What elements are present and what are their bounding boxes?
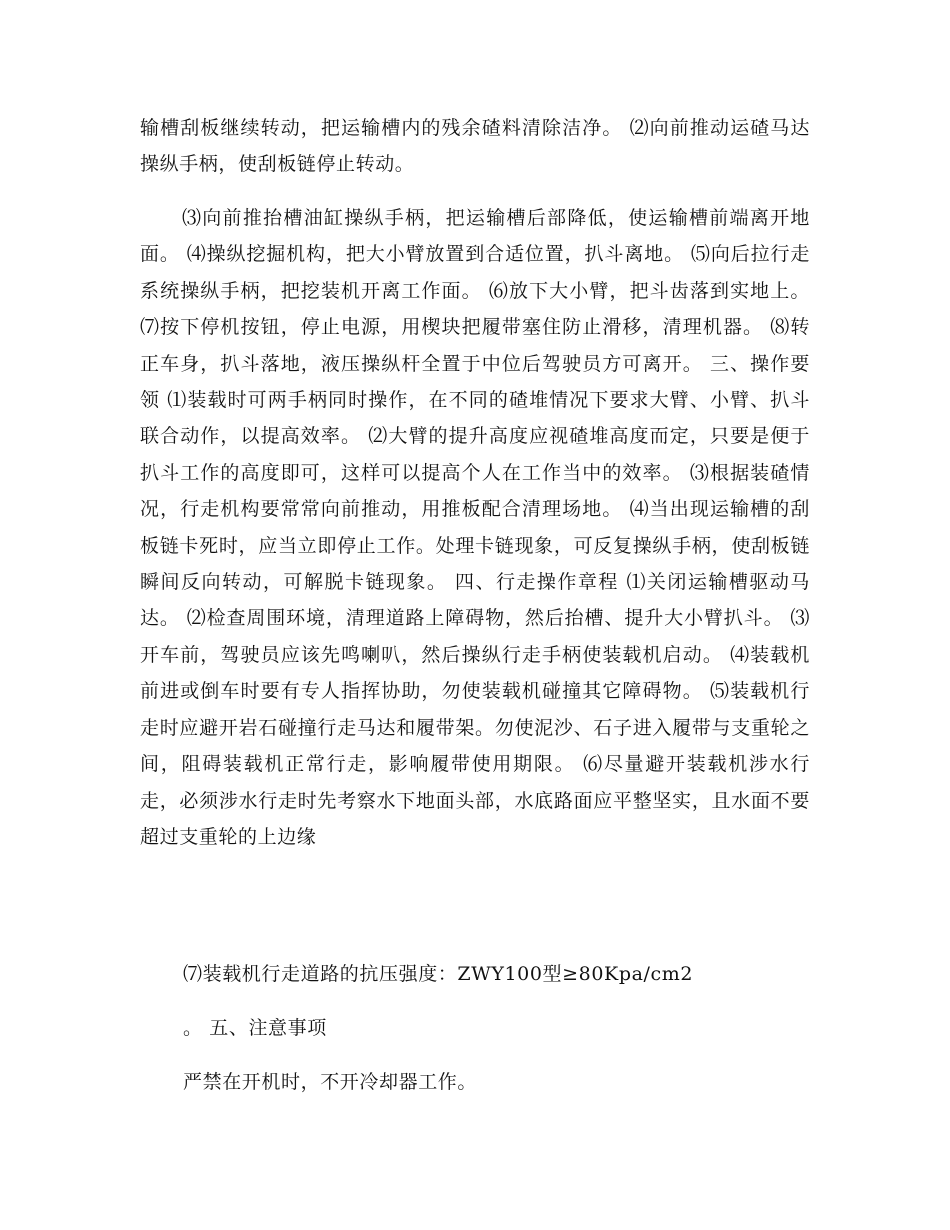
paragraph-1: 输槽刮板继续转动，把运输槽内的残余碴料清除洁净。 ⑵向前推动运碴马达操纵手柄，使刮板链停止转动。 — [140, 117, 810, 176]
paragraph-4: 。 五、注意事项 — [183, 1017, 327, 1039]
paragraph-3: ⑺装载机行走道路的抗压强度：ZWY100型≥80Kpa/cm2 — [183, 963, 694, 985]
paragraph-2: ⑶向前推抬槽油缸操纵手柄，把运输槽后部降低，使运输槽前端离开地面。 ⑷操纵挖掘机构，把大小臂放置到合适位置，扒斗离地。 ⑸向后拉行走系统操纵手柄，把挖装机开离工作面。 ⑹放下大小臂，把斗齿落到实地上。 ⑺按下停机按钮，停止电源，用楔块把履带塞住防止滑移，清理机器。 ⑻转正车身，扒斗落地，液压操纵杆全置于中位后驾驶员方可离开。 三、操作要领 ⑴装载时可两手柄同时操作，在不同的碴堆情况下要求大臂、小臂、扒斗联合动作，以提高效率。 ⑵大臂的提升高度应视碴堆高度而定，只要是便于扒斗工作的高度即可，这样可以提高个人在工作当中的效率。 ⑶根据装碴情况，行走机构要常常向前推动，用推板配合清理场地。 ⑷当出现运输槽的刮板链卡死时，应当立即停止工作。处理卡链现象，可反复操纵手柄，使刮板链瞬间反向转动，可解脱卡链现象。 四、行走操作章程 ⑴关闭运输槽驱动马达。 ⑵检查周围环境，清理道路上障碍物，然后抬槽、提升大小臂扒斗。 ⑶开车前，驾驶员应该先鸣喇叭，然后操纵行走手柄使装载机启动。 ⑷装载机前进或倒车时要有专人指挥协助，勿使装载机碰撞其它障碍物。 ⑸装载机行走时应避开岩石碰撞行走马达和履带架。勿使泥沙、石子进入履带与支重轮之间，阻碍装载机正常行走，影响履带使用期限。 ⑹尽量避开装载机涉水行走，必须涉水行走时先考察水下地面头部，水底路面应平整坚实，且水面不要超过支重轮的上边缘 — [140, 207, 810, 848]
paragraph-5: 严禁在开机时，不开冷却器工作。 — [183, 1071, 478, 1093]
